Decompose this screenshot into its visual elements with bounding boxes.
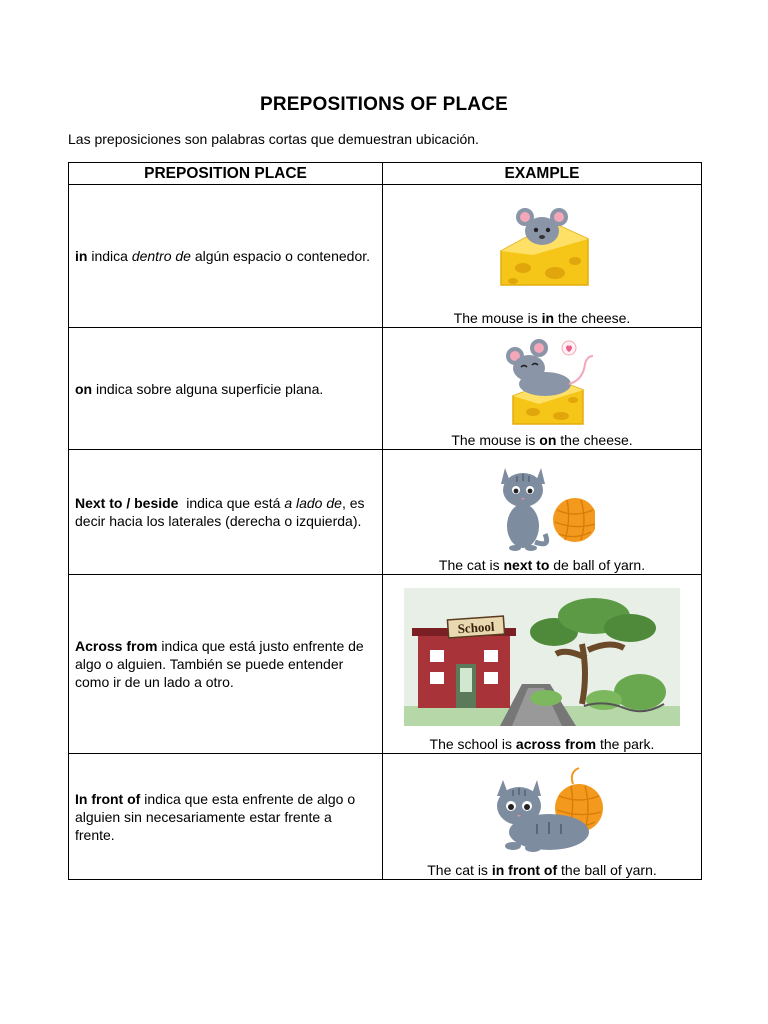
description-text: indica (87, 248, 132, 264)
table-row (69, 328, 702, 450)
description-emphasis: a lado de (284, 495, 342, 511)
caption-text: de ball of yarn. (549, 557, 646, 573)
caption-preposition: in front of (491, 862, 558, 878)
header-example: EXAMPLE (383, 163, 702, 185)
table-row (69, 754, 702, 880)
description-text: , es decir hacia los laterales (derecha o izquierda). (75, 495, 365, 529)
example-cell (383, 328, 702, 450)
mouse-on-cheese-icon (495, 334, 595, 426)
caption-text: the cheese. (556, 432, 633, 448)
example-cell (383, 450, 702, 575)
preposition-description (69, 450, 383, 575)
preposition-term: Across from (75, 638, 158, 654)
example-caption (383, 557, 701, 573)
preposition-term: in (75, 248, 88, 264)
page-title: PREPOSITIONS OF PLACE (259, 94, 509, 115)
preposition-description (69, 328, 383, 450)
preposition-description (69, 754, 383, 880)
description-emphasis: dentro de (131, 248, 191, 264)
example-caption (383, 862, 701, 878)
example-cell (383, 185, 702, 328)
caption-text: The mouse is (453, 310, 542, 326)
caption-preposition: across from (515, 736, 597, 752)
table-row (69, 450, 702, 575)
example-cell (383, 575, 702, 754)
preposition-term: Next to / beside (75, 495, 179, 511)
description-text: indica que esta enfrente de algo o alguien sin necesariamente estar frente a frente. (75, 790, 356, 843)
cat-in-front-of-yarn-icon (493, 766, 603, 856)
header-preposition-place: PREPOSITION PLACE (69, 163, 383, 185)
table-row (69, 185, 702, 328)
example-cell (383, 754, 702, 880)
example-caption (383, 736, 701, 752)
caption-text: the park. (596, 736, 655, 752)
caption-preposition: on (539, 432, 557, 448)
preposition-description (69, 575, 383, 754)
mouse-in-cheese-icon (493, 203, 593, 293)
caption-text: The mouse is (451, 432, 540, 448)
example-caption (383, 310, 701, 326)
intro-text: Las preposiciones son palabras cortas que demuestran ubicación. (68, 131, 479, 147)
cat-next-to-yarn-icon (495, 458, 595, 554)
caption-text: the ball of yarn. (557, 862, 657, 878)
school-sign: School (457, 618, 495, 637)
caption-text: The cat is (438, 557, 504, 573)
caption-text: the cheese. (554, 310, 631, 326)
table-header-row (69, 163, 702, 185)
prepositions-table (68, 162, 702, 880)
preposition-term: on (75, 380, 93, 397)
preposition-description (69, 185, 383, 328)
table-row (69, 575, 702, 754)
example-caption (383, 432, 701, 448)
description-text: indica sobre alguna superficie plana. (92, 380, 324, 397)
caption-preposition: in (541, 310, 555, 326)
caption-preposition: next to (503, 557, 550, 573)
caption-text: The cat is (427, 862, 492, 878)
caption-text: The school is (429, 736, 516, 752)
school-across-park-icon (404, 588, 680, 726)
description-text: indica que está (178, 495, 285, 511)
description-text: algún espacio o contenedor. (190, 248, 371, 264)
description-text: indica que está justo enfrente de algo o alguien. También se puede entender como ir de un lado a otro. (75, 638, 364, 690)
preposition-term: In front of (75, 790, 141, 807)
